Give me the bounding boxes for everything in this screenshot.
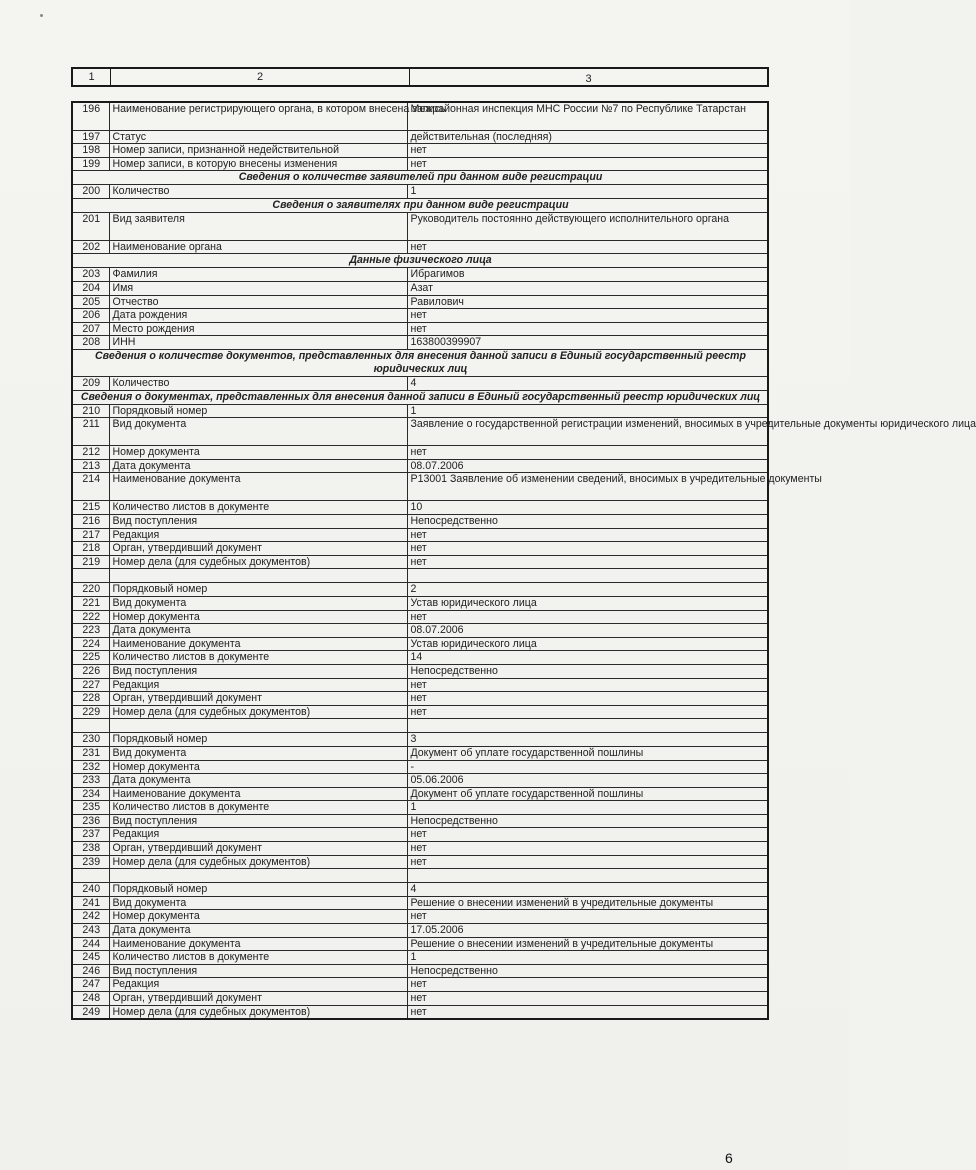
field-label: Номер дела (для судебных документов)	[109, 855, 407, 869]
row-number: 233	[72, 774, 109, 788]
blank-cell	[407, 569, 768, 583]
record-row	[72, 760, 768, 774]
row-number: 225	[72, 651, 109, 665]
blank-cell	[407, 869, 768, 883]
row-number: 236	[72, 814, 109, 828]
record-row	[72, 515, 768, 529]
record-row	[72, 459, 768, 473]
row-number: 238	[72, 842, 109, 856]
row-number: 215	[72, 501, 109, 515]
record-row	[72, 336, 768, 350]
row-number: 205	[72, 295, 109, 309]
record-row	[72, 746, 768, 760]
field-value: 1	[407, 185, 768, 199]
field-value: 2	[407, 583, 768, 597]
blank-row	[72, 869, 768, 883]
record-row	[72, 268, 768, 282]
record-row	[72, 678, 768, 692]
field-label: Количество	[109, 377, 407, 391]
field-label: Дата документа	[109, 624, 407, 638]
row-number: 200	[72, 185, 109, 199]
row-number: 229	[72, 705, 109, 719]
field-label: Дата рождения	[109, 309, 407, 323]
record-row	[72, 583, 768, 597]
field-value: Непосредственно	[407, 814, 768, 828]
row-number: 221	[72, 596, 109, 610]
row-number: 206	[72, 309, 109, 323]
record-row	[72, 404, 768, 418]
field-value: нет	[407, 828, 768, 842]
section-heading: Данные физического лица	[72, 254, 768, 268]
field-value: 08.07.2006	[407, 459, 768, 473]
record-row	[72, 322, 768, 336]
field-label: Имя	[109, 282, 407, 296]
field-value: нет	[407, 705, 768, 719]
field-value: нет	[407, 240, 768, 254]
record-row	[72, 1005, 768, 1019]
record-row	[72, 951, 768, 965]
row-number: 219	[72, 555, 109, 569]
field-label: Номер записи, признанной недействительной	[109, 144, 407, 158]
field-value: нет	[407, 992, 768, 1006]
field-label: Орган, утвердивший документ	[109, 542, 407, 556]
field-value: нет	[407, 144, 768, 158]
blank-cell	[109, 569, 407, 583]
record-row	[72, 705, 768, 719]
field-value: 1	[407, 801, 768, 815]
record-row	[72, 883, 768, 897]
record-row	[72, 596, 768, 610]
row-number: 218	[72, 542, 109, 556]
field-value: 08.07.2006	[407, 624, 768, 638]
row-number: 241	[72, 896, 109, 910]
field-value: Документ об уплате государственной пошлины	[407, 787, 768, 801]
record-row	[72, 692, 768, 706]
record-row	[72, 185, 768, 199]
record-row	[72, 814, 768, 828]
record-row	[72, 144, 768, 158]
scan-speck	[40, 14, 43, 17]
field-value: 3	[407, 733, 768, 747]
record-row	[72, 733, 768, 747]
row-number: 228	[72, 692, 109, 706]
field-value: нет	[407, 910, 768, 924]
field-value: Азат	[407, 282, 768, 296]
row-number: 212	[72, 446, 109, 460]
row-number: 239	[72, 855, 109, 869]
row-number: 242	[72, 910, 109, 924]
record-row	[72, 473, 768, 501]
section-heading: Сведения о количестве заявителей при данном виде регистрации	[72, 171, 768, 185]
row-number: 201	[72, 212, 109, 240]
field-label: Вид заявителя	[109, 212, 407, 240]
record-row	[72, 910, 768, 924]
field-value: нет	[407, 692, 768, 706]
field-label: Порядковый номер	[109, 733, 407, 747]
row-number: 209	[72, 377, 109, 391]
record-row	[72, 624, 768, 638]
row-number: 234	[72, 787, 109, 801]
record-row	[72, 610, 768, 624]
field-value: Равилович	[407, 295, 768, 309]
field-value: 1	[407, 951, 768, 965]
row-number: 223	[72, 624, 109, 638]
row-number: 249	[72, 1005, 109, 1019]
field-value: Непосредственно	[407, 664, 768, 678]
field-label: Номер записи, в которую внесены изменения	[109, 157, 407, 171]
field-value: -	[407, 760, 768, 774]
row-number: 204	[72, 282, 109, 296]
field-label: Вид документа	[109, 418, 407, 446]
row-number: 211	[72, 418, 109, 446]
blank-cell	[109, 719, 407, 733]
record-row	[72, 637, 768, 651]
field-label: Редакция	[109, 528, 407, 542]
field-label: Дата документа	[109, 459, 407, 473]
field-label: Дата документа	[109, 774, 407, 788]
field-label: Вид документа	[109, 596, 407, 610]
row-number: 207	[72, 322, 109, 336]
record-row	[72, 964, 768, 978]
record-row	[72, 992, 768, 1006]
field-label: Порядковый номер	[109, 883, 407, 897]
field-label: Вид поступления	[109, 964, 407, 978]
row-number: 216	[72, 515, 109, 529]
field-value: нет	[407, 322, 768, 336]
field-label: Наименование регистрирующего органа, в котором внесена запись	[109, 102, 407, 130]
record-row	[72, 664, 768, 678]
field-value: 4	[407, 883, 768, 897]
field-label: Редакция	[109, 978, 407, 992]
row-number: 202	[72, 240, 109, 254]
field-value: 4	[407, 377, 768, 391]
field-label: Наименование органа	[109, 240, 407, 254]
field-value: Непосредственно	[407, 964, 768, 978]
field-value: нет	[407, 528, 768, 542]
record-row	[72, 528, 768, 542]
blank-row	[72, 569, 768, 583]
row-number: 237	[72, 828, 109, 842]
record-row	[72, 157, 768, 171]
field-value: нет	[407, 542, 768, 556]
record-row	[72, 446, 768, 460]
field-value: Документ об уплате государственной пошлины	[407, 746, 768, 760]
field-value: Решение о внесении изменений в учредительные документы	[407, 937, 768, 951]
row-number: 220	[72, 583, 109, 597]
record-row	[72, 978, 768, 992]
row-number: 227	[72, 678, 109, 692]
field-label: Вид поступления	[109, 814, 407, 828]
field-value: нет	[407, 678, 768, 692]
row-number: 226	[72, 664, 109, 678]
field-label: Наименование документа	[109, 637, 407, 651]
field-value: Устав юридического лица	[407, 637, 768, 651]
row-number: 199	[72, 157, 109, 171]
blank-cell	[407, 719, 768, 733]
field-label: Количество листов в документе	[109, 651, 407, 665]
record-row	[72, 282, 768, 296]
field-label: Количество листов в документе	[109, 501, 407, 515]
row-number: 203	[72, 268, 109, 282]
record-row	[72, 240, 768, 254]
field-value: 14	[407, 651, 768, 665]
field-label: Номер дела (для судебных документов)	[109, 1005, 407, 1019]
field-value: Ибрагимов	[407, 268, 768, 282]
field-label: Количество листов в документе	[109, 951, 407, 965]
record-row	[72, 542, 768, 556]
field-label: Орган, утвердивший документ	[109, 692, 407, 706]
record-row	[72, 828, 768, 842]
field-value: нет	[407, 309, 768, 323]
row-number: 210	[72, 404, 109, 418]
field-label: Отчество	[109, 295, 407, 309]
section-heading: Сведения о количестве документов, представленных для внесения данной записи в Единый государственный реестр юридических лиц	[72, 350, 768, 377]
field-value: Руководитель постоянно действующего исполнительного органа	[407, 212, 768, 240]
section-heading: Сведения о заявителях при данном виде регистрации	[72, 198, 768, 212]
row-number: 245	[72, 951, 109, 965]
field-label: Место рождения	[109, 322, 407, 336]
field-label: Вид поступления	[109, 515, 407, 529]
record-row	[72, 501, 768, 515]
blank-cell	[72, 719, 109, 733]
field-label: Редакция	[109, 828, 407, 842]
record-row	[72, 309, 768, 323]
field-label: Орган, утвердивший документ	[109, 992, 407, 1006]
field-value: 05.06.2006	[407, 774, 768, 788]
field-value: нет	[407, 610, 768, 624]
field-value: нет	[407, 855, 768, 869]
row-number: 243	[72, 924, 109, 938]
section-heading: Сведения о документах, представленных для внесения данной записи в Единый государственный реестр юридических лиц	[72, 390, 768, 404]
field-label: Номер документа	[109, 910, 407, 924]
row-number: 240	[72, 883, 109, 897]
field-value: Непосредственно	[407, 515, 768, 529]
record-row	[72, 924, 768, 938]
section-heading-row	[72, 390, 768, 404]
record-row	[72, 774, 768, 788]
row-number: 231	[72, 746, 109, 760]
row-number: 230	[72, 733, 109, 747]
row-number: 244	[72, 937, 109, 951]
field-label: Наименование документа	[109, 473, 407, 501]
field-label: ИНН	[109, 336, 407, 350]
blank-cell	[72, 569, 109, 583]
record-row	[72, 801, 768, 815]
row-number: 197	[72, 130, 109, 144]
section-heading-row	[72, 171, 768, 185]
field-value: Межрайонная инспекция МНС России №7 по Республике Татарстан	[407, 102, 768, 130]
field-label: Номер дела (для судебных документов)	[109, 705, 407, 719]
record-row	[72, 855, 768, 869]
section-heading-row	[72, 254, 768, 268]
field-value: Р13001 Заявление об изменении сведений, вносимых в учредительные документы	[407, 473, 768, 501]
field-label: Порядковый номер	[109, 583, 407, 597]
field-value: нет	[407, 842, 768, 856]
record-row	[72, 896, 768, 910]
row-number: 214	[72, 473, 109, 501]
field-label: Редакция	[109, 678, 407, 692]
record-row	[72, 787, 768, 801]
field-value: Устав юридического лица	[407, 596, 768, 610]
section-heading-row	[72, 198, 768, 212]
field-label: Вид документа	[109, 896, 407, 910]
row-number: 232	[72, 760, 109, 774]
field-value: действительная (последняя)	[407, 130, 768, 144]
field-value: нет	[407, 446, 768, 460]
record-row	[72, 295, 768, 309]
field-label: Наименование документа	[109, 787, 407, 801]
field-label: Порядковый номер	[109, 404, 407, 418]
field-label: Номер документа	[109, 760, 407, 774]
record-row	[72, 937, 768, 951]
blank-row	[72, 719, 768, 733]
row-number: 247	[72, 978, 109, 992]
field-value: нет	[407, 1005, 768, 1019]
field-label: Номер документа	[109, 446, 407, 460]
row-number: 217	[72, 528, 109, 542]
field-value: 163800399907	[407, 336, 768, 350]
field-label: Фамилия	[109, 268, 407, 282]
row-number: 248	[72, 992, 109, 1006]
field-value: 10	[407, 501, 768, 515]
field-label: Номер документа	[109, 610, 407, 624]
field-value: Решение о внесении изменений в учредительные документы	[407, 896, 768, 910]
record-row	[72, 651, 768, 665]
column-header-2: 2	[111, 69, 410, 85]
field-value: 1	[407, 404, 768, 418]
field-label: Дата документа	[109, 924, 407, 938]
register-table	[71, 101, 976, 1020]
section-heading-row	[72, 350, 768, 377]
field-value: нет	[407, 157, 768, 171]
record-row	[72, 377, 768, 391]
record-row	[72, 212, 768, 240]
row-number: 208	[72, 336, 109, 350]
record-row	[72, 102, 768, 130]
field-label: Номер дела (для судебных документов)	[109, 555, 407, 569]
blank-cell	[109, 869, 407, 883]
row-number: 246	[72, 964, 109, 978]
field-label: Орган, утвердивший документ	[109, 842, 407, 856]
column-header-1: 1	[73, 69, 111, 85]
field-value: 17.05.2006	[407, 924, 768, 938]
field-value: нет	[407, 978, 768, 992]
blank-cell	[72, 869, 109, 883]
row-number: 222	[72, 610, 109, 624]
field-label: Наименование документа	[109, 937, 407, 951]
record-row	[72, 555, 768, 569]
record-row	[72, 418, 768, 446]
field-label: Статус	[109, 130, 407, 144]
field-label: Вид поступления	[109, 664, 407, 678]
record-row	[72, 130, 768, 144]
row-number: 196	[72, 102, 109, 130]
row-number: 235	[72, 801, 109, 815]
record-row	[72, 842, 768, 856]
row-number: 224	[72, 637, 109, 651]
row-number: 198	[72, 144, 109, 158]
column-header-3: 3	[585, 73, 592, 85]
field-value: Заявление о государственной регистрации изменений, вносимых в учредительные документы юридического лица	[407, 418, 768, 446]
field-value: нет	[407, 555, 768, 569]
page-number: 6	[725, 1150, 733, 1166]
column-header-strip	[71, 67, 769, 87]
field-label: Количество листов в документе	[109, 801, 407, 815]
row-number: 213	[72, 459, 109, 473]
field-label: Количество	[109, 185, 407, 199]
field-label: Вид документа	[109, 746, 407, 760]
